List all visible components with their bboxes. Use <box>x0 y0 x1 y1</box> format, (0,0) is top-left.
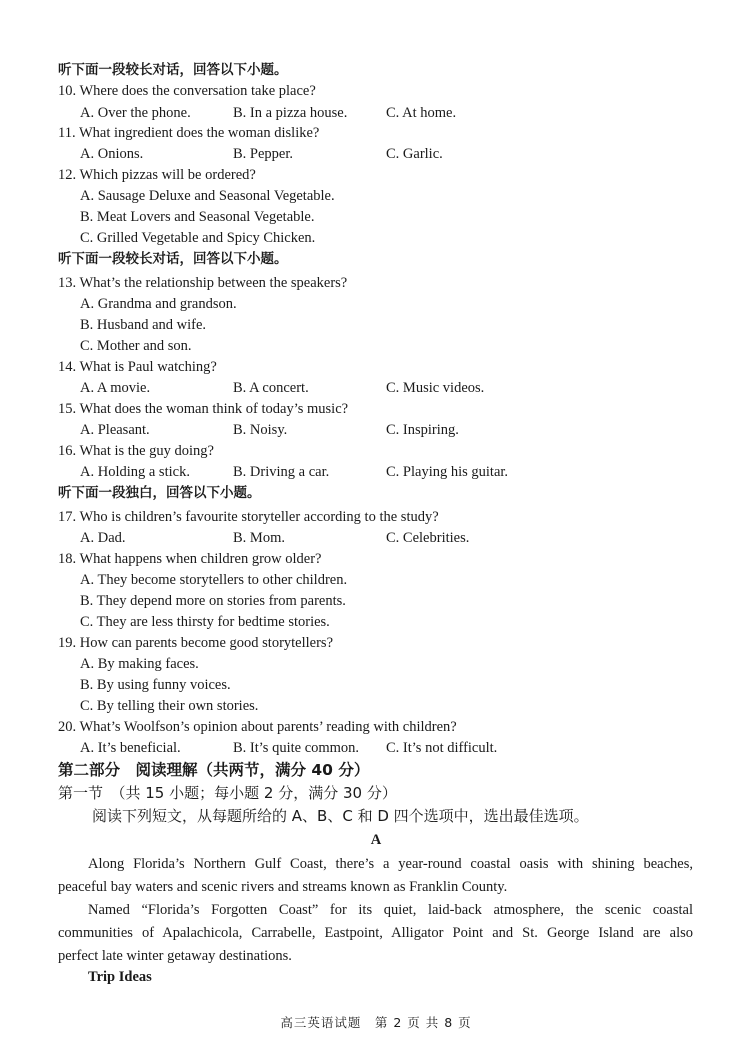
q14-option-b: B. A concert. <box>233 380 309 396</box>
question-13: 13. What’s the relationship between the speakers? <box>58 275 348 291</box>
q19-option-c: C. By telling their own stories. <box>80 698 259 714</box>
reading-instruction: 阅读下列短文，从每题所给的 A、B、C 和 D 四个选项中，选出最佳选项。 <box>92 807 589 825</box>
passage-label: A <box>370 832 382 848</box>
section1-title: 第一节 （共 15 小题；每小题 2 分，满分 30 分） <box>58 784 397 802</box>
q20-option-a: A. It’s beneficial. <box>80 740 181 756</box>
q14-option-c: C. Music videos. <box>386 380 485 396</box>
q15-option-b: B. Noisy. <box>233 422 288 438</box>
question-18: 18. What happens when children grow older? <box>58 551 322 567</box>
q18-option-b: B. They depend more on stories from parents. <box>80 593 346 609</box>
q12-option-c: C. Grilled Vegetable and Spicy Chicken. <box>80 230 316 246</box>
question-19: 19. How can parents become good storytellers? <box>58 635 334 651</box>
passage-para1-line2: peaceful bay waters and scenic rivers and streams known as Franklin County. <box>58 879 508 895</box>
question-20: 20. What’s Woolfson’s opinion about parents’ reading with children? <box>58 719 457 735</box>
q16-option-c: C. Playing his guitar. <box>386 464 509 480</box>
question-17: 17. Who is children’s favourite storyteller according to the study? <box>58 509 439 525</box>
section-heading-dialogue-1: 听下面一段较长对话，回答以下小题。 <box>58 62 288 78</box>
q19-option-b: B. By using funny voices. <box>80 677 231 693</box>
section-heading-dialogue-2: 听下面一段较长对话，回答以下小题。 <box>58 251 288 267</box>
question-14: 14. What is Paul watching? <box>58 359 217 375</box>
q17-option-a: A. Dad. <box>80 530 126 546</box>
q18-option-c: C. They are less thirsty for bedtime stories. <box>80 614 330 630</box>
page-footer: 高三英语试题 第 2 页 共 8 页 <box>280 1015 472 1030</box>
q16-option-a: A. Holding a stick. <box>80 464 190 480</box>
subheading-trip-ideas: Trip Ideas <box>88 969 152 985</box>
question-16: 16. What is the guy doing? <box>58 443 214 459</box>
section-heading-monologue: 听下面一段独白，回答以下小题。 <box>58 485 261 501</box>
q15-option-a: A. Pleasant. <box>80 422 150 438</box>
q20-option-b: B. It’s quite common. <box>233 740 360 756</box>
q16-option-b: B. Driving a car. <box>233 464 330 480</box>
part2-title: 第二部分 阅读理解（共两节，满分 40 分） <box>58 761 370 779</box>
q19-option-a: A. By making faces. <box>80 656 199 672</box>
question-15: 15. What does the woman think of today’s music? <box>58 401 349 417</box>
q12-option-a: A. Sausage Deluxe and Seasonal Vegetable. <box>80 188 335 204</box>
q15-option-c: C. Inspiring. <box>386 422 459 438</box>
q11-option-b: B. Pepper. <box>233 146 294 162</box>
question-11: 11. What ingredient does the woman dislike? <box>58 125 320 141</box>
question-12: 12. Which pizzas will be ordered? <box>58 167 256 183</box>
passage-para2-line2: communities of Apalachicola, Carrabelle, Eastpoint, Alligator Point and St. George Island are also <box>58 925 693 941</box>
q10-option-c: C. At home. <box>386 105 457 121</box>
q10-option-a: A. Over the phone. <box>80 105 191 121</box>
passage-para2-line3: perfect late winter getaway destinations. <box>58 948 292 964</box>
q13-option-c: C. Mother and son. <box>80 338 192 354</box>
q13-option-b: B. Husband and wife. <box>80 317 207 333</box>
q17-option-c: C. Celebrities. <box>386 530 470 546</box>
q20-option-c: C. It’s not difficult. <box>386 740 498 756</box>
q10-option-b: B. In a pizza house. <box>233 105 348 121</box>
q18-option-a: A. They become storytellers to other children. <box>80 572 348 588</box>
q14-option-a: A. A movie. <box>80 380 151 396</box>
q17-option-b: B. Mom. <box>233 530 285 546</box>
passage-para2-line1: Named “Florida’s Forgotten Coast” for its quiet, laid-back atmosphere, the scenic coastal <box>88 902 693 918</box>
q11-option-c: C. Garlic. <box>386 146 443 162</box>
question-10: 10. Where does the conversation take place? <box>58 83 316 99</box>
q11-option-a: A. Onions. <box>80 146 144 162</box>
q12-option-b: B. Meat Lovers and Seasonal Vegetable. <box>80 209 315 225</box>
q13-option-a: A. Grandma and grandson. <box>80 296 237 312</box>
passage-para1-line1: Along Florida’s Northern Gulf Coast, there’s a year-round coastal oasis with shining beaches, <box>88 856 693 872</box>
